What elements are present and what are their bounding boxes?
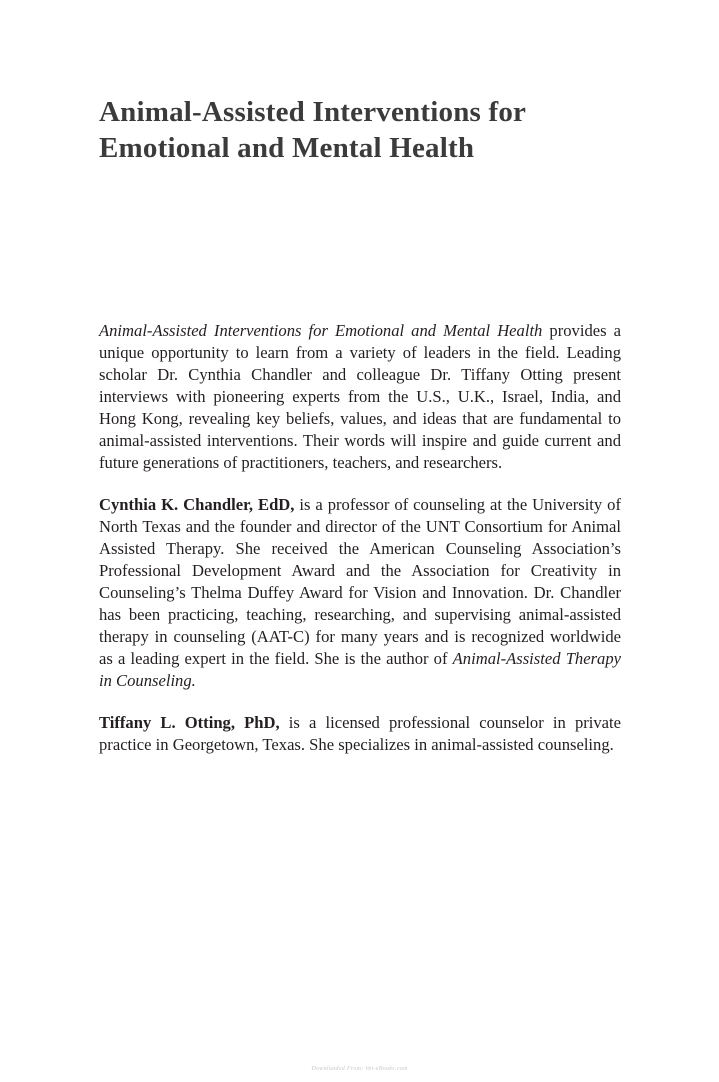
author-bio-otting	[99, 712, 621, 756]
author-bio-chandler	[99, 494, 621, 692]
description-text: provides a unique opportunity to learn from a variety of leaders in the field. Leading scholar Dr. Cynthia Chandler and colleague Dr. Tiffany Otting present interviews with pioneering experts from the U.S., U.K., Israel, India, and Hong Kong, revealing key beliefs, values, and ideas that are fundamental to animal-assisted interventions. Their words will inspire and guide current and future generations of practitioners, teachers, and researchers.	[99, 321, 621, 472]
book-description	[99, 320, 621, 474]
book-title-line-2: Emotional and Mental Health	[99, 132, 475, 164]
book-title	[99, 94, 639, 166]
author-book-title: Animal-Assisted Therapy in Counseling	[99, 649, 621, 690]
author-bio-text-chandler: is a professor of counseling at the University of North Texas and the founder and director of the UNT Consortium for Animal Assisted Therapy. She received the American Counseling Association’s Professional Development Award and the Association for Creativity in Counseling’s Thelma Duffey Award for Vision and Innovation. Dr. Chandler has been practicing, teaching, researching, and supervising animal-assisted therapy in counseling (AAT-C) for many years and is recognized worldwide as a leading expert in the field. She is the author of	[99, 495, 621, 668]
description-book-title: Animal-Assisted Interventions for Emotional and Mental Health	[99, 321, 543, 340]
author-name-chandler: Cynthia K. Chandler, EdD,	[99, 495, 295, 514]
author-name-otting: Tiffany L. Otting, PhD,	[99, 713, 280, 732]
book-title-line-1: Animal-Assisted Interventions for	[99, 96, 527, 128]
back-cover-text	[99, 320, 621, 776]
download-watermark: Downloaded From: Vet-eBooks.com	[311, 1066, 408, 1072]
author-bio-end: .	[191, 671, 196, 690]
author-bio-text-otting: is a licensed professional counselor in private practice in Georgetown, Texas. She specializes in animal-assisted counseling.	[99, 713, 622, 754]
